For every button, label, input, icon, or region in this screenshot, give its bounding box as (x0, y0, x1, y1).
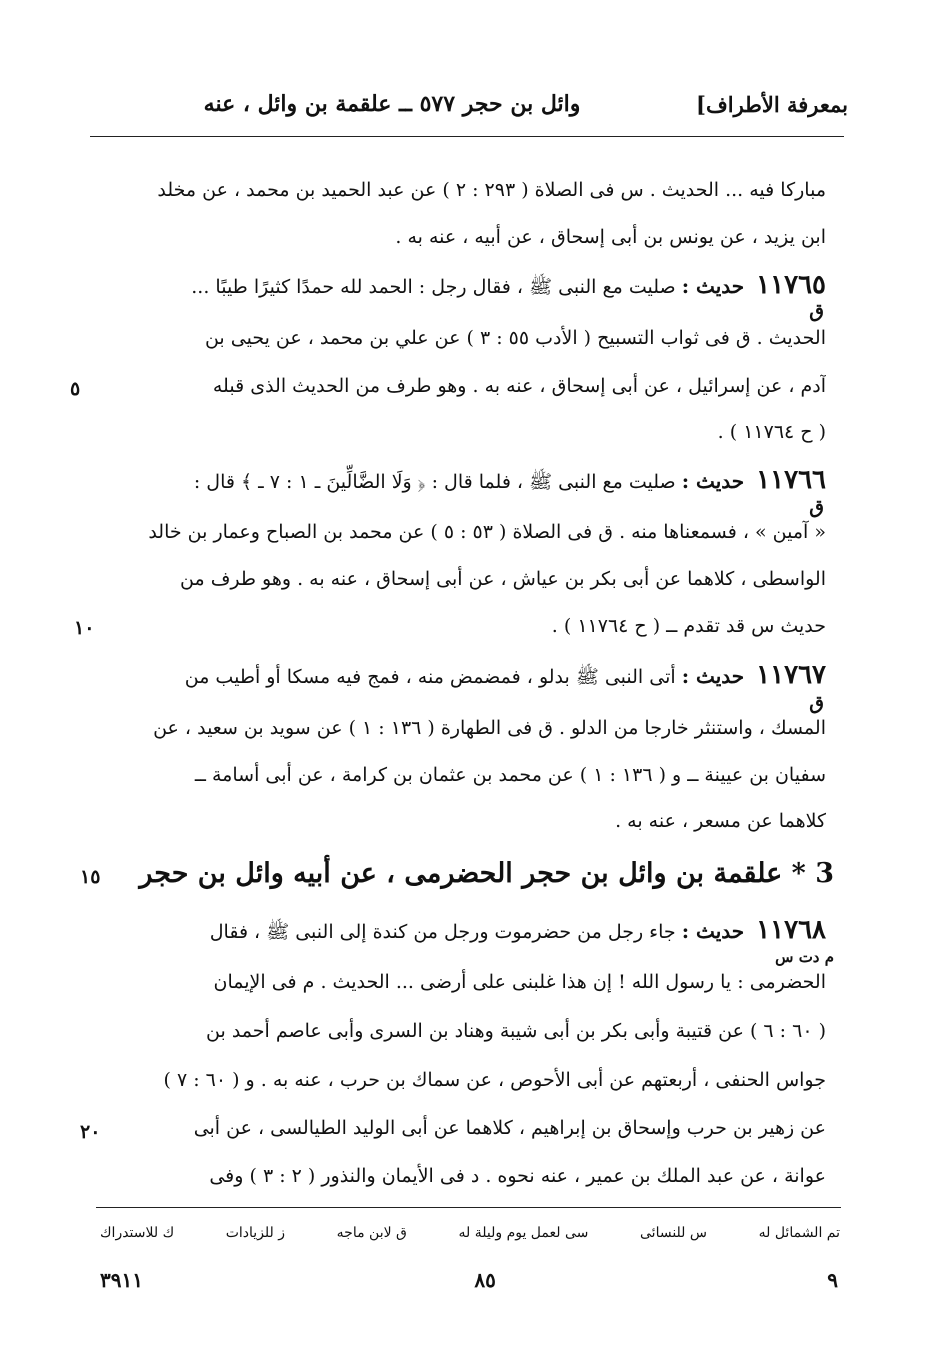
hadith-number: ١١٧٦٦ (756, 465, 826, 495)
hadith-lead-text: صليت مع النبى ﷺ ، فقال رجل : الحمد لله حمدًا كثيرًا طيبًا ... (191, 276, 676, 298)
hadith-keyword: حديث : (681, 469, 745, 493)
hadith-number: ١١٧٦٥ (756, 270, 826, 300)
footnote-rule (96, 1207, 841, 1208)
signature-number: ٩ (827, 1268, 838, 1292)
volume-number: ٣٩١١ (100, 1268, 143, 1292)
line-number: ١٥ (80, 866, 101, 888)
page-footer (100, 1262, 838, 1298)
running-head-right: بمعرفة الأطراف] (696, 91, 848, 117)
margin-siglum: ق (809, 496, 824, 518)
abbreviation-item: سى لعمل يوم وليلة له (458, 1225, 589, 1241)
section-marker: 3 * (791, 858, 834, 889)
running-head-center: وائل بن حجر ٥٧٧ ــ علقمة بن وائل ، عنه (203, 91, 581, 117)
running-head (88, 82, 848, 126)
text-line: كلاهما عن مسعر ، عنه به . (615, 810, 826, 832)
abbreviation-item: ك للاستدراك (100, 1225, 175, 1241)
text-line: ( ح ١١٧٦٤ ) . (717, 421, 826, 443)
margin-siglum: ق (809, 692, 824, 714)
hadith-lead-line (121, 910, 826, 950)
text-line: الحديث . ق فى ثواب التسبيح ( الأدب ٥٥ : ٣ ) عن علي بن محمد ، عن يحيى بن (204, 327, 826, 349)
hadith-lead-text: صليت مع النبى ﷺ ، فلما قال : ﴿ وَلَا الضَّالِّينَ ـ ١ : ٧ ـ ﴾ قال : (193, 471, 676, 493)
text-line: الواسطى ، كلاهما عن أبى بكر بن عياش ، عن أبى إسحاق ، عنه به . وهو طرف من (180, 568, 826, 590)
section-heading (114, 850, 834, 898)
text-line: عوانة ، عن عبد الملك بن عمير ، عنه نحوه . د فى الأيمان والنذور ( ٢ : ٣ ) وفى (209, 1165, 826, 1187)
text-line: حديث س قد تقدم ــ ( ح ١١٧٦٤ ) . (551, 615, 826, 637)
text-line: ابن يزيد ، عن يونس بن أبى إسحاق ، عن أبيه ، عنه به . (395, 226, 826, 248)
margin-siglum: ق (809, 300, 824, 322)
hadith-number: ١١٧٦٧ (756, 660, 826, 690)
line-number: ١٠ (74, 617, 95, 639)
text-line: آدم ، عن إسرائيل ، عن أبى إسحاق ، عنه به . وهو طرف من الحديث الذى قبله (212, 375, 826, 397)
hadith-keyword: حديث : (681, 664, 745, 688)
hadith-lead-text: أتى النبى ﷺ بدلو ، فمضمض منه ، فمج فيه مسكا أو أطيب من (184, 666, 676, 688)
text-line: عن زهير بن حرب وإسحاق بن إبراهيم ، كلاهما عن أبى الوليد الطيالسى ، عن أبى (193, 1117, 826, 1139)
text-line: المسك ، واستنثر خارجا من الدلو . ق فى الطهارة ( ١٣٦ : ١ ) عن سويد بن سعيد ، عن (153, 717, 826, 739)
margin-siglum: م دت س (775, 948, 834, 966)
text-line: الحضرمى : يا رسول الله ! إن هذا غلبنى على أرضى ... الحديث . م فى الإيمان (213, 971, 826, 993)
page-number: ٨٥ (474, 1268, 496, 1292)
abbreviation-item: س للنسائى (640, 1225, 707, 1241)
abbreviation-item: تم الشمائل له (758, 1225, 840, 1241)
section-title-text: علقمة بن وائل بن حجر الحضرمى ، عن أبيه وائل بن حجر (139, 858, 783, 889)
abbreviation-item: ق لابن ماجه (336, 1225, 407, 1241)
hadith-lead-text: جاء رجل من حضرموت ورجل من كندة إلى النبى ﷺ ، فقال (209, 921, 676, 943)
line-number: ٥ (70, 378, 81, 400)
hadith-keyword: حديث : (681, 274, 745, 298)
header-rule (90, 136, 844, 137)
hadith-keyword: حديث : (681, 919, 745, 943)
hadith-number: ١١٧٦٨ (756, 915, 826, 945)
hadith-lead-line (121, 460, 826, 500)
abbreviation-key (100, 1218, 840, 1248)
abbreviation-item: ز للزيادات (225, 1225, 286, 1241)
text-line: جواس الحنفى ، أربعتهم عن أبى الأحوص ، عن سماك بن حرب ، عنه به . و ( ٦٠ : ٧ ) (163, 1069, 826, 1091)
hadith-lead-line (121, 655, 826, 695)
text-line: ( ٦٠ : ٦ ) عن قتيبة وأبى بكر بن أبى شيبة وهناد بن السرى وأبى عاصم أحمد بن (206, 1020, 826, 1042)
text-line: « آمين » ، فسمعناها منه . ق فى الصلاة ( ٥٣ : ٥ ) عن محمد بن الصباح وعمار بن خالد (148, 521, 826, 543)
hadith-lead-line (121, 265, 826, 305)
text-line: سفيان بن عيينة ــ و ( ١٣٦ : ١ ) عن محمد بن عثمان بن كرامة ، عن أبى أسامة ــ (194, 764, 826, 786)
line-number: ٢٠ (80, 1121, 101, 1143)
text-line: مباركا فيه ... الحديث . س فى الصلاة ( ٢٩٣ : ٢ ) عن عبد الحميد بن محمد ، عن مخلد (157, 179, 826, 201)
